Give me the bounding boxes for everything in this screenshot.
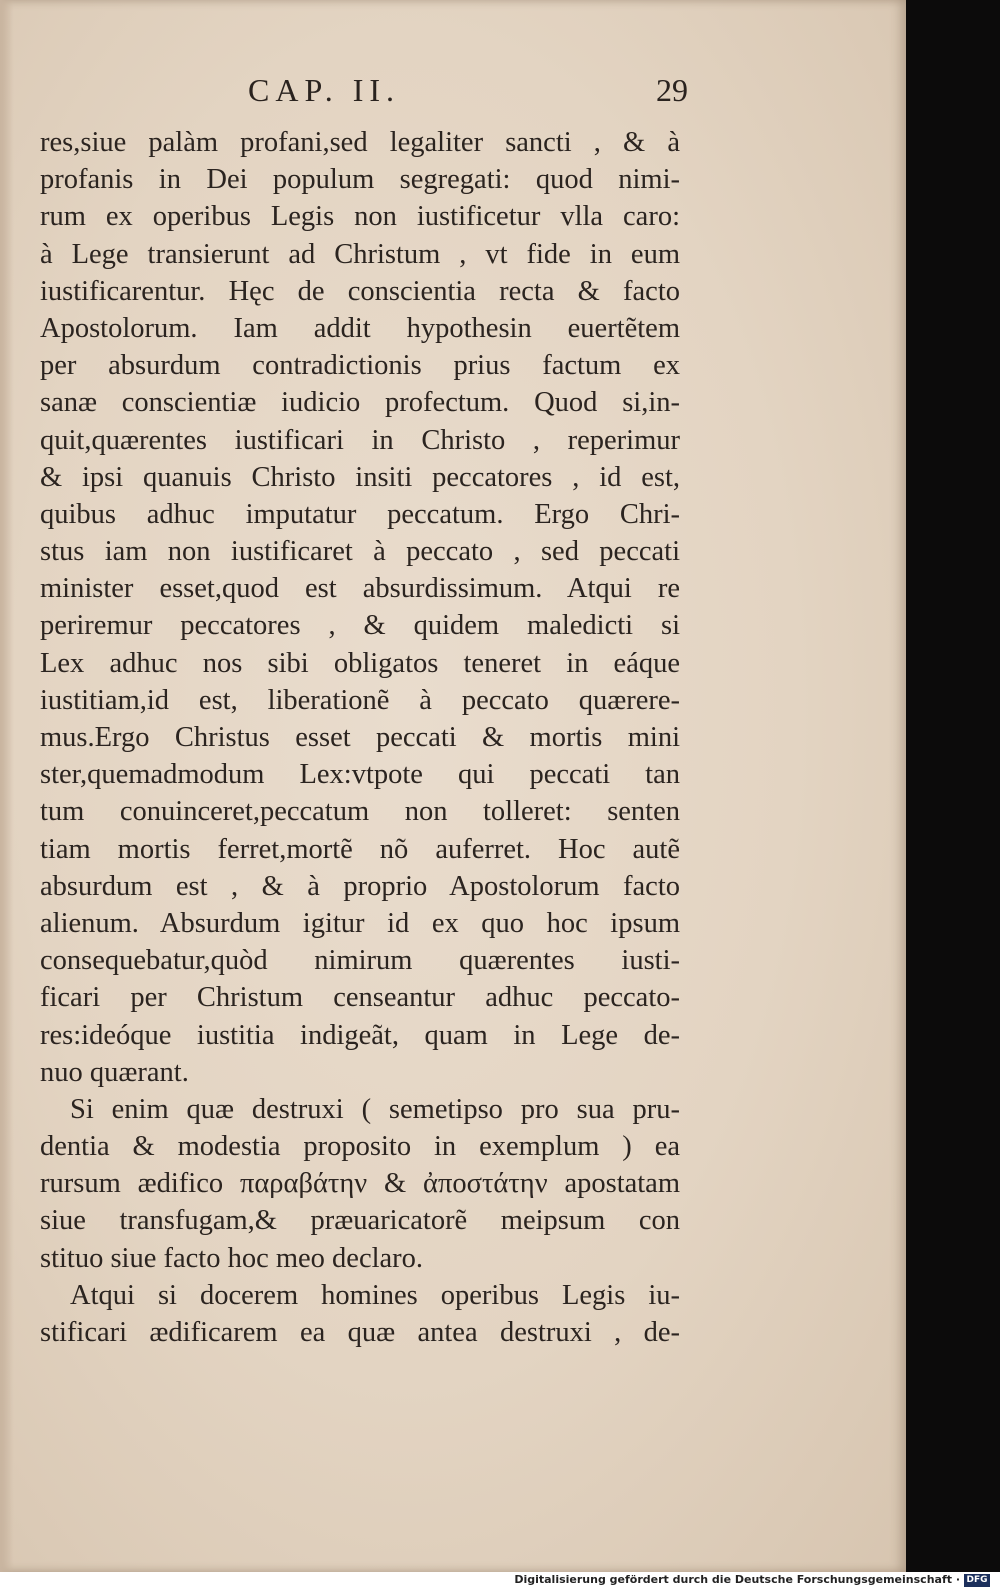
text-line: Apostolorum. Iam addit hypothesin euertẽtem — [40, 312, 680, 344]
text-line: nuo quærant. — [40, 1056, 189, 1088]
page-number: 29 — [656, 72, 688, 108]
text-line: rum ex operibus Legis non iustificetur vlla caro: — [40, 201, 680, 233]
text-line: ster,quemadmodum Lex:vtpote qui peccati tan — [40, 759, 680, 791]
text-line: tum conuinceret,peccatum non tolleret: senten — [40, 796, 680, 828]
text-line: quibus adhuc imputatur peccatum. Ergo Chri- — [40, 498, 680, 530]
funding-credit: Digitalisierung gefördert durch die Deutsche Forschungsgemeinschaft · — [514, 1573, 960, 1586]
running-head — [248, 72, 688, 122]
text-line: minister esset,quod est absurdissimum. Atqui re — [40, 573, 680, 605]
text-line: consequebatur,quòd nimirum quærentes iusti- — [40, 945, 680, 977]
text-line: Si enim quæ destruxi ( semetipso pro sua pru- — [70, 1093, 680, 1125]
text-line: profanis in Dei populum segregati: quod nimi- — [40, 164, 680, 196]
text-line: siue transfugam,& præuaricatorẽ meipsum con — [40, 1205, 680, 1237]
text-line: à Lege transierunt ad Christum , vt fide in eum — [40, 238, 680, 270]
chapter-heading: CAP. II. — [248, 72, 401, 108]
text-line: tiam mortis ferret,mortẽ nõ auferret. Hoc autẽ — [40, 833, 680, 865]
text-line: Atqui si docerem homines operibus Legis iu- — [70, 1279, 680, 1311]
text-line: stituo siue facto hoc meo declaro. — [40, 1242, 424, 1274]
page-gutter-shadow — [0, 0, 14, 1572]
text-line: absurdum est , & à proprio Apostolorum facto — [40, 870, 680, 902]
dfg-logo-icon: DFG — [964, 1574, 990, 1587]
text-line: stificari ædificarem ea quæ antea destruxi , de- — [40, 1317, 680, 1348]
text-line: stus iam non iustificaret à peccato , sed peccati — [40, 536, 680, 568]
text-line: iustitiam,id est, liberationẽ à peccato quærere- — [40, 684, 680, 716]
text-line: res,siue palàm profani,sed legaliter sancti , & à — [40, 127, 680, 158]
text-line: alienum. Absurdum igitur id ex quo hoc ipsum — [40, 907, 680, 939]
text-line: Lex adhuc nos sibi obligatos teneret in eáque — [40, 647, 680, 679]
text-line: dentia & modestia proposito in exemplum ) ea — [40, 1131, 680, 1163]
text-line: ficari per Christum censeantur adhuc peccato- — [40, 982, 680, 1014]
digitization-footer — [0, 1572, 1000, 1590]
body-text — [40, 124, 680, 1351]
text-line: res:ideóque iustitia indigeãt, quam in Lege de- — [40, 1019, 680, 1051]
text-line: iustificarentur. Hęc de conscientia recta & facto — [40, 275, 680, 307]
text-line: rursum ædifico παραβάτην & ἀποστάτην apostatam — [40, 1168, 680, 1200]
text-line: mus.Ergo Christus esset peccati & mortis mini — [40, 722, 680, 753]
text-line: & ipsi quanuis Christo insiti peccatores , id est, — [40, 461, 680, 493]
text-line: quit,quærentes iustificari in Christo , reperimur — [40, 424, 680, 456]
text-line: per absurdum contradictionis prius factum ex — [40, 350, 680, 382]
text-line: sanæ conscientiæ iudicio profectum. Quod si,in- — [40, 387, 680, 419]
text-line: periremur peccatores , & quidem maledicti si — [40, 610, 680, 642]
